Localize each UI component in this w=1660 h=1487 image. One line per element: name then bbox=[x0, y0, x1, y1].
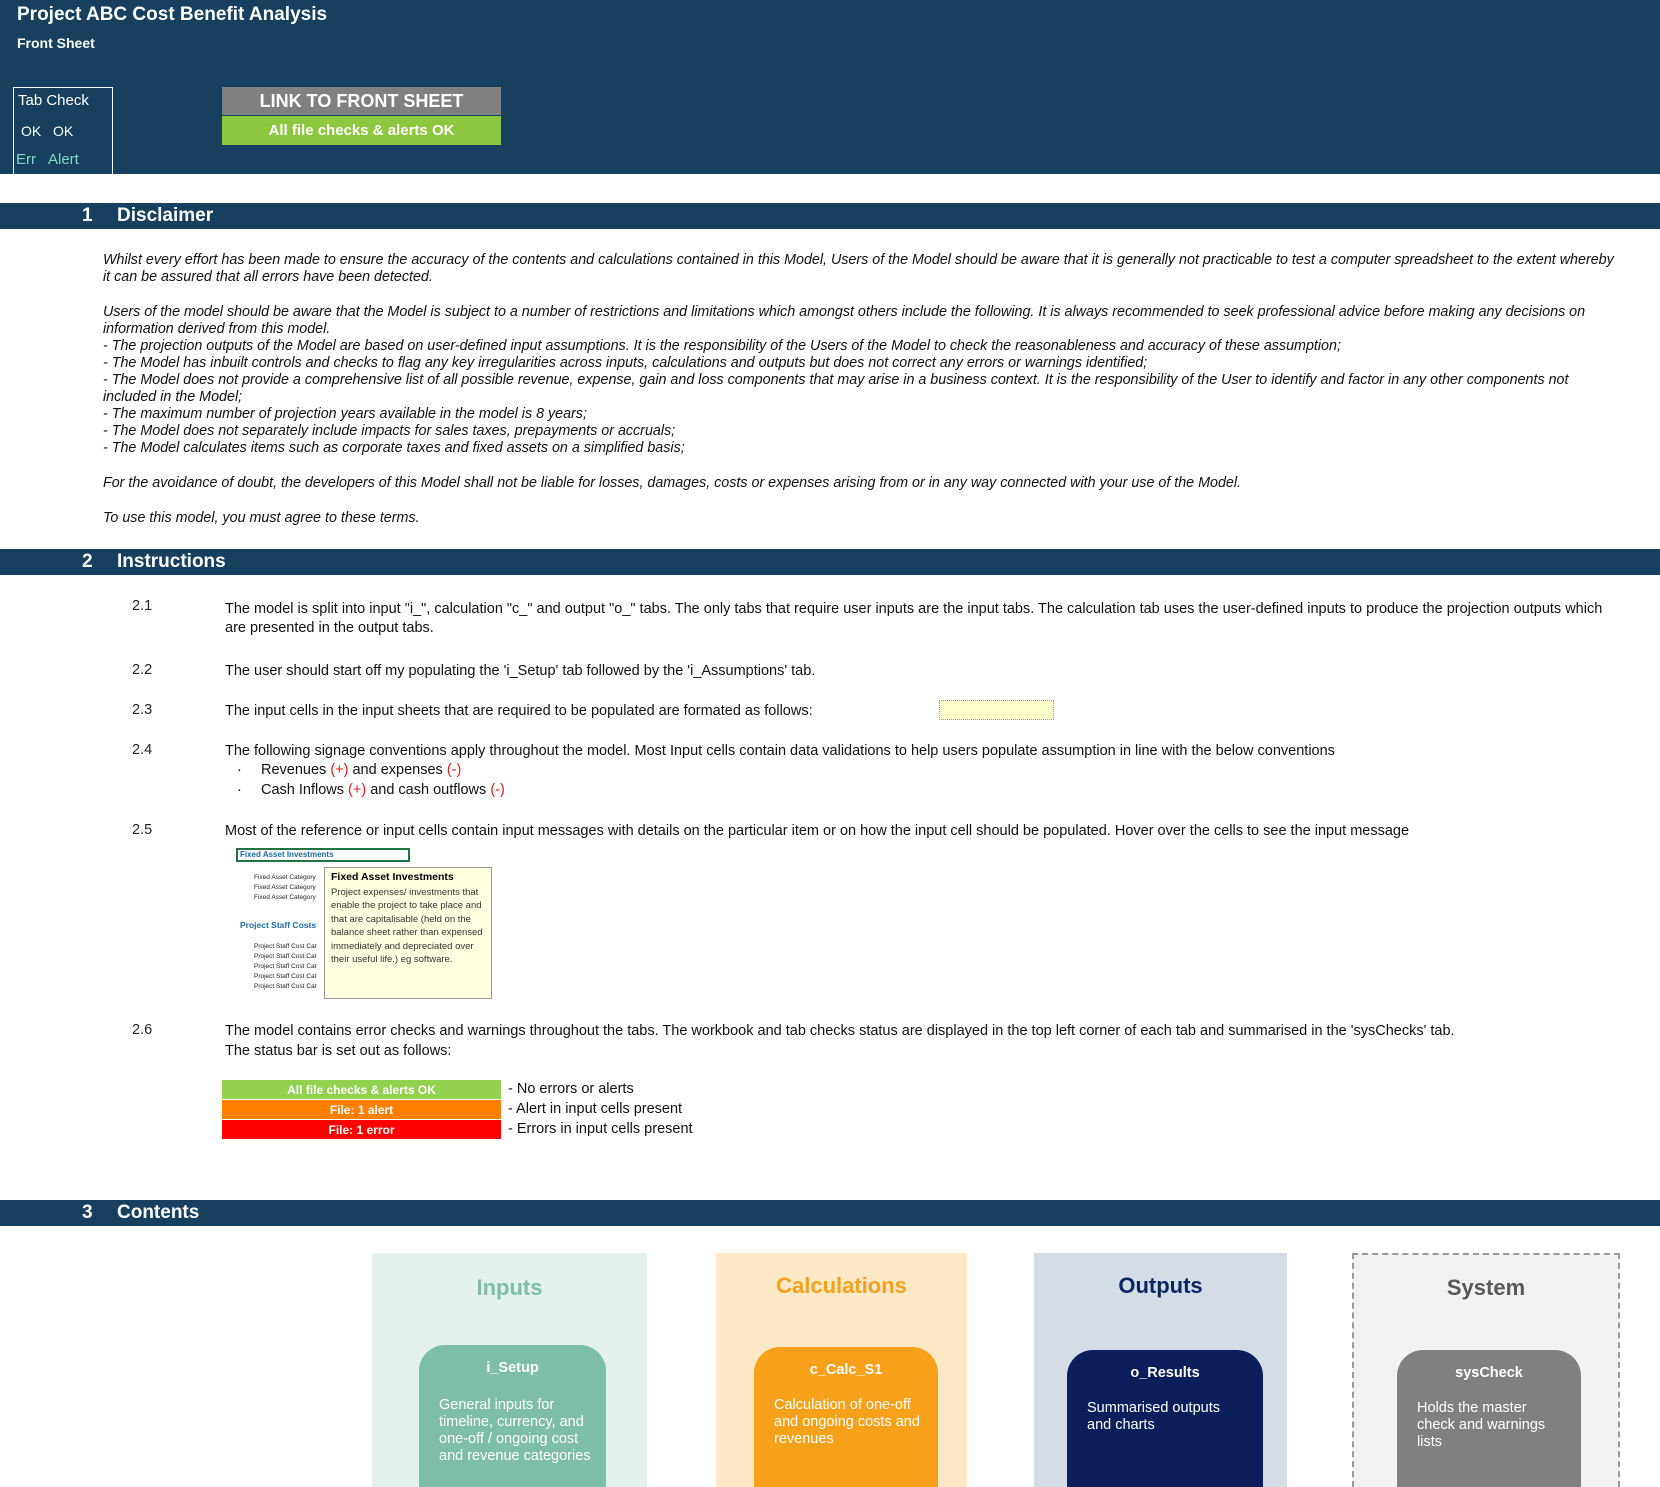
card-c-calc-s1[interactable] bbox=[754, 1347, 938, 1487]
instruction-number: 2.6 bbox=[132, 1022, 153, 1038]
sample-row: Project Staff Cost Cat bbox=[254, 953, 317, 960]
card-title: c_Calc_S1 bbox=[809, 1362, 883, 1378]
card-description: Summarised outputs and charts bbox=[1087, 1400, 1220, 1433]
tab-check-title: Tab Check bbox=[18, 92, 89, 109]
card-title: o_Results bbox=[1130, 1365, 1200, 1381]
positive-sign: (+) bbox=[330, 762, 349, 778]
tab-check-alert-label: Alert bbox=[48, 151, 79, 168]
instruction-text: The model is split into input "i_", calculation "c_" and output "o_" tabs. The only tabs that require user inputs are the input tabs. The calculation tab uses the user-defined inputs to produce the projection outputs which are presented in the output tabs. bbox=[225, 601, 1603, 636]
card-i-setup[interactable] bbox=[419, 1345, 606, 1487]
section-label: Instructions bbox=[117, 551, 226, 572]
sample-row: Project Staff Cost Cat bbox=[254, 943, 317, 950]
sample-section-label: Project Staff Costs bbox=[240, 920, 317, 930]
tooltip-body: Project expenses/ investments that enable the project to take place and that are capitalisable (held on the balance sheet rather than expensed immediately and depreciated over their useful life.) eg software. bbox=[331, 886, 483, 965]
status-legend-desc: - Errors in input cells present bbox=[508, 1121, 693, 1137]
tab-check-box bbox=[13, 87, 113, 174]
section-number: 1 bbox=[82, 205, 93, 226]
instruction-text: Most of the reference or input cells contain input messages with details on the particular item or on how the input cell should be populated. Hover over the cells to see the input message bbox=[225, 823, 1410, 839]
sample-row: Fixed Asset Category bbox=[254, 884, 316, 891]
header-bar bbox=[0, 0, 1660, 174]
disclaimer-line: - The Model has inbuilt controls and checks to flag any key irregularities across inputs, calculations and outputs but does not correct any errors or warnings identified; bbox=[103, 355, 1148, 371]
disclaimer-line: Users of the model should be aware that the Model is subject to a number of restrictions and limitations which amongst others include the following. It is always recommended to seek professional advice before making any decisions on information derived from this model. bbox=[103, 304, 1586, 337]
convention-text: Cash Inflows bbox=[261, 782, 349, 798]
instruction-number: 2.3 bbox=[132, 702, 153, 718]
section-header-disclaimer bbox=[0, 203, 1660, 229]
panel-title: System bbox=[1446, 1275, 1526, 1300]
panel-title: Outputs bbox=[1118, 1273, 1203, 1298]
bullet: · bbox=[237, 782, 242, 798]
section-number: 2 bbox=[82, 551, 93, 572]
contents-panel-inputs bbox=[372, 1253, 647, 1487]
section-label: Disclaimer bbox=[117, 205, 214, 226]
card-description: Holds the master check and warnings lists bbox=[1417, 1400, 1546, 1450]
card-title: sysCheck bbox=[1455, 1365, 1523, 1381]
sample-row: Project Staff Cost Cat bbox=[254, 983, 317, 990]
disclaimer-line: - The Model does not separately include impacts for sales taxes, prepayments or accruals; bbox=[103, 423, 676, 439]
disclaimer-line: - The projection outputs of the Model are based on user-defined input assumptions. It is the responsibility of the Users of the Model to check the reasonableness and accuracy of these assumption; bbox=[103, 338, 1341, 354]
instruction-number: 2.2 bbox=[132, 662, 153, 678]
disclaimer-line: - The maximum number of projection years available in the model is 8 years; bbox=[103, 406, 587, 422]
panel-title: Calculations bbox=[776, 1273, 907, 1298]
status-legend-desc: - No errors or alerts bbox=[508, 1081, 634, 1097]
panel-title: Inputs bbox=[476, 1275, 543, 1300]
instruction-text: The input cells in the input sheets that are required to be populated are formated as follows: bbox=[225, 703, 813, 719]
section-header-instructions bbox=[0, 549, 1660, 575]
disclaimer-text bbox=[103, 252, 1618, 545]
signage-convention-revenues bbox=[237, 762, 461, 778]
sample-row: Fixed Asset Category bbox=[254, 874, 316, 881]
input-cell-format-sample bbox=[939, 700, 1054, 720]
tab-check-err-label: Err bbox=[16, 151, 36, 168]
page-title: Project ABC Cost Benefit Analysis bbox=[17, 4, 328, 25]
sample-selected-cell: Fixed Asset Investments bbox=[236, 848, 410, 862]
instruction-text: The status bar is set out as follows: bbox=[225, 1043, 452, 1059]
section-header-contents bbox=[0, 1200, 1660, 1226]
bullet: · bbox=[237, 762, 242, 778]
card-syscheck[interactable] bbox=[1397, 1350, 1581, 1487]
tooltip-title: Fixed Asset Investments bbox=[331, 871, 454, 883]
signage-convention-cash bbox=[237, 782, 505, 798]
sample-input-message-tooltip bbox=[324, 867, 492, 999]
section-label: Contents bbox=[117, 1202, 200, 1223]
convention-text: and expenses bbox=[348, 762, 447, 778]
tab-check-ok-error: OK bbox=[21, 123, 42, 139]
negative-sign: (-) bbox=[490, 782, 505, 798]
link-to-front-sheet-button[interactable]: LINK TO FRONT SHEET bbox=[222, 87, 501, 115]
positive-sign: (+) bbox=[348, 782, 367, 798]
sample-row: Project Staff Cost Cat bbox=[254, 963, 317, 970]
file-status-bar: All file checks & alerts OK bbox=[222, 116, 501, 145]
tab-check-ok-alert: OK bbox=[53, 123, 74, 139]
convention-text: Revenues bbox=[261, 762, 331, 778]
page-subtitle: Front Sheet bbox=[17, 35, 95, 51]
status-legend-error: File: 1 error bbox=[222, 1120, 501, 1139]
contents-panel-system bbox=[1352, 1253, 1620, 1487]
card-description: General inputs for timeline, currency, and one-off / ongoing cost and revenue categories bbox=[439, 1397, 591, 1464]
card-title: i_Setup bbox=[486, 1360, 539, 1376]
status-legend-desc: - Alert in input cells present bbox=[508, 1101, 683, 1117]
disclaimer-line: - The Model calculates items such as corporate taxes and fixed assets on a simplified basis; bbox=[103, 440, 685, 456]
sample-row: Project Staff Cost Cat bbox=[254, 973, 317, 980]
instruction-number: 2.5 bbox=[132, 822, 153, 838]
sample-row: Fixed Asset Category bbox=[254, 894, 316, 901]
section-number: 3 bbox=[82, 1202, 93, 1223]
card-o-results[interactable] bbox=[1067, 1350, 1263, 1487]
disclaimer-paragraph: Whilst every effort has been made to ensure the accuracy of the contents and calculations contained in this Model, Users of the Model should be aware that it is generally not practicable to test a computer spreadsheet to the extent whereby it can be assured that all errors have been detected. bbox=[103, 252, 1614, 285]
contents-panel-outputs bbox=[1034, 1253, 1287, 1487]
card-description: Calculation of one-off and ongoing costs and revenues bbox=[774, 1397, 920, 1447]
contents-panel-calculations bbox=[716, 1253, 967, 1487]
instruction-number: 2.4 bbox=[132, 742, 153, 758]
disclaimer-paragraph: To use this model, you must agree to these terms. bbox=[103, 510, 420, 526]
disclaimer-line: - The Model does not provide a comprehensive list of all possible revenue, expense, gain and loss components that may arise in a business context. It is the responsibility of the User to identify and factor in any other components not included in the Model; bbox=[103, 372, 1569, 405]
instruction-text: The model contains error checks and warnings throughout the tabs. The workbook and tab checks status are displayed in the top left corner of each tab and summarised in the 'sysChecks' tab. bbox=[225, 1023, 1455, 1039]
instruction-number: 2.1 bbox=[132, 598, 153, 614]
instruction-text: The user should start off my populating the 'i_Setup' tab followed by the 'i_Assumptions' tab. bbox=[225, 663, 816, 679]
negative-sign: (-) bbox=[446, 762, 462, 778]
status-legend-ok: All file checks & alerts OK bbox=[222, 1080, 501, 1099]
instruction-text: The following signage conventions apply throughout the model. Most Input cells contain data validations to help users populate assumption in line with the below conventions bbox=[225, 743, 1335, 759]
input-message-example-image bbox=[236, 848, 496, 998]
disclaimer-paragraph: For the avoidance of doubt, the developers of this Model shall not be liable for losses, damages, costs or expenses arising from or in any way connected with your use of the Model. bbox=[103, 475, 1242, 491]
convention-text: and cash outflows bbox=[366, 782, 491, 798]
status-legend-alert: File: 1 alert bbox=[222, 1100, 501, 1119]
